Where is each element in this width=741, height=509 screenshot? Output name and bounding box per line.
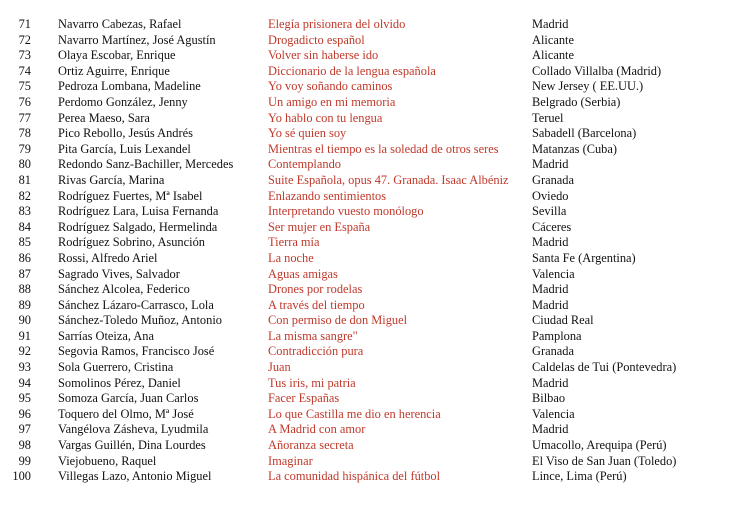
entry-number: 83 bbox=[18, 204, 31, 219]
work-title: Drogadicto español bbox=[268, 32, 365, 47]
work-title: A través del tiempo bbox=[268, 297, 365, 312]
entry-number: 80 bbox=[18, 157, 31, 172]
work-title: Diccionario de la lengua española bbox=[268, 63, 436, 78]
work-title: Suite Española, opus 47. Granada. Isaac Albéniz bbox=[268, 172, 509, 187]
author-location: New Jersey ( EE.UU.) bbox=[532, 79, 644, 94]
author-name: Rodríguez Salgado, Hermelinda bbox=[58, 219, 218, 234]
author-location: Belgrado (Serbia) bbox=[532, 94, 621, 109]
work-title: Yo voy soñando caminos bbox=[268, 79, 393, 94]
author-location: Sevilla bbox=[532, 204, 567, 219]
author-location: Lince, Lima (Perú) bbox=[532, 469, 627, 484]
entry-number: 81 bbox=[18, 172, 31, 187]
entry-number: 76 bbox=[18, 94, 31, 109]
author-name: Sola Guerrero, Cristina bbox=[58, 360, 174, 375]
entry-number: 78 bbox=[18, 126, 31, 141]
entry-number: 85 bbox=[18, 235, 31, 250]
author-name: Olaya Escobar, Enrique bbox=[58, 48, 176, 63]
entry-number: 88 bbox=[18, 282, 31, 297]
author-location: Madrid bbox=[532, 422, 569, 437]
author-name: Rivas García, Marina bbox=[58, 172, 165, 187]
entry-number: 93 bbox=[18, 360, 31, 375]
entry-number: 73 bbox=[18, 48, 31, 63]
work-title: Aguas amigas bbox=[268, 266, 338, 281]
entry-number: 97 bbox=[18, 422, 31, 437]
work-title: Con permiso de don Miguel bbox=[268, 313, 408, 328]
author-name: Perea Maeso, Sara bbox=[58, 110, 150, 125]
work-title: Contradicción pura bbox=[268, 344, 364, 359]
work-title: Volver sin haberse ido bbox=[268, 48, 379, 63]
entry-number: 100 bbox=[12, 469, 31, 484]
work-title: Facer Españas bbox=[268, 391, 340, 406]
entry-number: 98 bbox=[18, 438, 31, 453]
author-location: Bilbao bbox=[532, 391, 566, 406]
entry-number: 71 bbox=[18, 17, 31, 31]
entry-number: 75 bbox=[18, 79, 31, 94]
author-name: Somoza García, Juan Carlos bbox=[58, 391, 199, 406]
entry-number: 92 bbox=[18, 344, 31, 359]
author-location: Madrid bbox=[532, 297, 569, 312]
author-location: Madrid bbox=[532, 375, 569, 390]
author-name: Toquero del Olmo, Mª José bbox=[58, 406, 194, 421]
work-title: La misma sangre" bbox=[268, 328, 358, 343]
author-name: Segovia Ramos, Francisco José bbox=[58, 344, 215, 359]
author-name: Perdomo González, Jenny bbox=[58, 94, 188, 109]
author-location: Granada bbox=[532, 344, 574, 359]
author-name: Sánchez Lázaro-Carrasco, Lola bbox=[58, 297, 214, 312]
author-location: Umacollo, Arequipa (Perú) bbox=[532, 438, 667, 453]
work-title: Un amigo en mi memoria bbox=[268, 94, 396, 109]
author-location: Matanzas (Cuba) bbox=[532, 141, 617, 156]
author-location: Santa Fe (Argentina) bbox=[532, 250, 636, 265]
entry-number: 91 bbox=[18, 328, 31, 343]
work-title: Juan bbox=[268, 360, 291, 375]
author-location: Madrid bbox=[532, 157, 569, 172]
author-location: Madrid bbox=[532, 282, 569, 297]
author-location: El Viso de San Juan (Toledo) bbox=[532, 453, 677, 468]
author-name: Vargas Guillén, Dina Lourdes bbox=[58, 438, 206, 453]
author-location: Madrid bbox=[532, 235, 569, 250]
author-name: Pita García, Luis Lexandel bbox=[58, 141, 191, 156]
work-title: Drones por rodelas bbox=[268, 282, 363, 297]
author-name: Navarro Cabezas, Rafael bbox=[58, 17, 182, 31]
author-name: Rossi, Alfredo Ariel bbox=[58, 250, 158, 265]
author-name: Villegas Lazo, Antonio Miguel bbox=[58, 469, 212, 484]
author-location: Teruel bbox=[532, 110, 564, 125]
work-title: Yo sé quien soy bbox=[268, 126, 347, 141]
author-name: Sánchez-Toledo Muñoz, Antonio bbox=[58, 313, 222, 328]
work-title: A Madrid con amor bbox=[268, 422, 366, 437]
author-name: Pedroza Lombana, Madeline bbox=[58, 79, 201, 94]
author-name: Vangélova Zásheva, Lyudmila bbox=[58, 422, 209, 437]
author-location: Sabadell (Barcelona) bbox=[532, 126, 637, 141]
work-title: Imaginar bbox=[268, 453, 313, 468]
author-location: Collado Villalba (Madrid) bbox=[532, 63, 662, 78]
work-title: Mientras el tiempo es la soledad de otros seres bbox=[268, 141, 499, 156]
work-title: La noche bbox=[268, 250, 314, 265]
entry-number: 82 bbox=[18, 188, 31, 203]
entry-number: 86 bbox=[18, 250, 31, 265]
author-location: Granada bbox=[532, 172, 574, 187]
work-title: Elegía prisionera del olvido bbox=[268, 17, 406, 31]
author-name: Viejobueno, Raquel bbox=[58, 453, 157, 468]
author-location: Ciudad Real bbox=[532, 313, 594, 328]
author-location: Caldelas de Tui (Pontevedra) bbox=[532, 360, 677, 375]
author-location: Oviedo bbox=[532, 188, 569, 203]
work-title: Tus iris, mi patria bbox=[268, 375, 356, 390]
author-name: Sánchez Alcolea, Federico bbox=[58, 282, 190, 297]
author-location: Cáceres bbox=[532, 219, 572, 234]
work-title: Lo que Castilla me dio en herencia bbox=[268, 406, 441, 421]
author-location: Alicante bbox=[532, 48, 574, 63]
entry-number: 79 bbox=[18, 141, 31, 156]
entry-number: 96 bbox=[18, 406, 31, 421]
entry-number: 87 bbox=[18, 266, 31, 281]
author-location: Valencia bbox=[532, 406, 575, 421]
entry-number: 99 bbox=[18, 453, 31, 468]
author-location: Valencia bbox=[532, 266, 575, 281]
author-name: Pico Rebollo, Jesús Andrés bbox=[58, 126, 193, 141]
author-name: Sarrías Oteiza, Ana bbox=[58, 328, 154, 343]
entry-number: 77 bbox=[18, 110, 31, 125]
author-location: Pamplona bbox=[532, 328, 582, 343]
author-name: Somolinos Pérez, Daniel bbox=[58, 375, 181, 390]
author-name: Navarro Martínez, José Agustín bbox=[58, 32, 216, 47]
entry-number: 72 bbox=[18, 32, 31, 47]
entry-number: 84 bbox=[18, 219, 31, 234]
entry-number: 89 bbox=[18, 297, 31, 312]
work-title: Añoranza secreta bbox=[268, 438, 354, 453]
author-name: Rodríguez Sobrino, Asunción bbox=[58, 235, 205, 250]
entry-number: 94 bbox=[18, 375, 31, 390]
work-title: La comunidad hispánica del fútbol bbox=[268, 469, 441, 484]
author-location: Madrid bbox=[532, 17, 569, 31]
author-name: Rodríguez Fuertes, Mª Isabel bbox=[58, 188, 203, 203]
work-title: Interpretando vuesto monólogo bbox=[268, 204, 424, 219]
author-name: Rodríguez Lara, Luisa Fernanda bbox=[58, 204, 219, 219]
author-location: Alicante bbox=[532, 32, 574, 47]
author-name: Sagrado Vives, Salvador bbox=[58, 266, 180, 281]
author-name: Redondo Sanz-Bachiller, Mercedes bbox=[58, 157, 234, 172]
work-title: Enlazando sentimientos bbox=[268, 188, 387, 203]
entry-number: 90 bbox=[18, 313, 31, 328]
author-name: Ortiz Aguirre, Enrique bbox=[58, 63, 170, 78]
work-title: Yo hablo con tu lengua bbox=[268, 110, 383, 125]
entry-number: 74 bbox=[18, 63, 31, 78]
work-title: Tierra mía bbox=[268, 235, 320, 250]
entry-number: 95 bbox=[18, 391, 31, 406]
work-title: Contemplando bbox=[268, 157, 341, 172]
work-title: Ser mujer en España bbox=[268, 219, 371, 234]
